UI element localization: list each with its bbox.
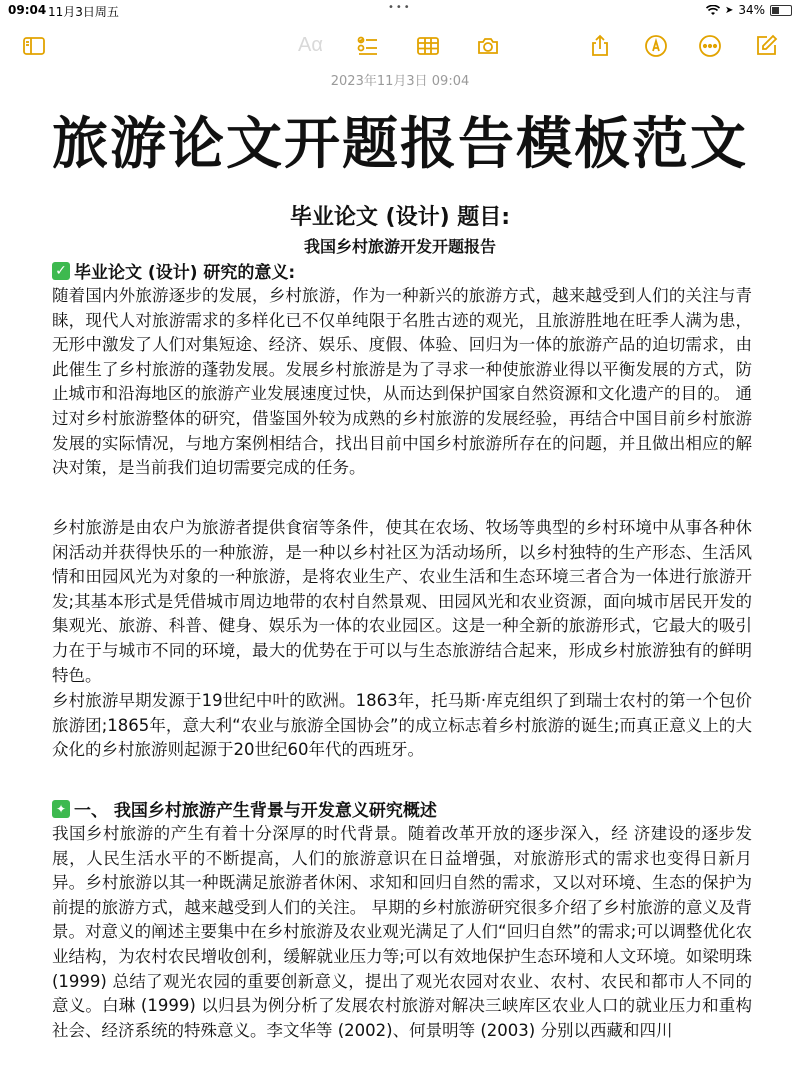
- paragraph-background[interactable]: 我国乡村旅游的产生有着十分深厚的时代背景。随着改革开放的逐步深入，经 济建设的逐步发展，人民生活水平的不断提高，人们的旅游意识在日益增强，对旅游形式的需求也变得日新月异。乡村旅游以其一种既满足旅游者休闲、求知和回归自然的需求，又以对环境、生态的保护为前提的旅游方式，越来越受到人们的关注。 早期的乡村旅游研究很多介绍了乡村旅游的意义及背景。对意义的阐述主要集中在乡村旅游及农业观光满足了人们“回归自然”的需求;可以调整优化农业结构，为农村农民增收创利，缓解就业压力等;可以有效地保护生态环境和人文环境。如梁明珠 (1999) 总结了观光农园的重要创新意义，提出了观光农园对农业、农村、农民和都市人不同的意义。白琳 (1999) 以归县为例分析了发展农村旅游对解决三峡库区农业人口的就业压力和重构社会、经济系统的特殊意义。李文华等 (2002)、何景明等 (2003) 分别以西藏和四川: [52, 824, 752, 1040]
- section-background-label: 一、 我国乡村旅游产生背景与开发意义研究概述: [74, 801, 437, 821]
- thesis-title-heading[interactable]: 毕业论文 (设计) 题目:: [289, 205, 511, 230]
- paragraph-significance[interactable]: 随着国内外旅游逐步的发展，乡村旅游，作为一种新兴的旅游方式，越来越受到人们的关注与青睐，现代人对旅游需求的多样化已不仅单纯限于名胜古迹的观光，且旅游胜地在旺季人满为患，无形中激发了人们对集短途、经济、娱乐、度假、体验、回归为一体的旅游产品的迫切需求，由此催生了乡村旅游的蓬勃发展。发展乡村旅游是为了寻求一种使旅游业得以平衡发展的方式，防止城市和沿海地区的旅游产业发展速度过快，从而达到保护国家自然资源和文化遗产的目的。 通过对乡村旅游整体的研究，借鉴国外较为成熟的乡村旅游的发展经验，再结合中国目前乡村旅游发展的实际情况，与地方案例相结合，找出目前中国乡村旅游所存在的问题，并且做出相应的解决对策，是当前我们迫切需要完成的任务。: [52, 286, 752, 478]
- table-button[interactable]: [412, 30, 444, 62]
- format-button[interactable]: Aα: [298, 34, 323, 56]
- paragraph-history[interactable]: 乡村旅游早期发源于19世纪中叶的欧洲。1863年，托马斯·库克组织了到瑞士农村的第一个包价旅游团;1865年，意大利“农业与旅游全国协会”的成立标志着乡村旅游的诞生;而真正意义上的大众化的乡村旅游则起源于20世纪60年代的西班牙。: [52, 691, 752, 760]
- compose-icon: [754, 34, 778, 58]
- multitasking-dots[interactable]: •••: [388, 2, 412, 13]
- markup-button[interactable]: [640, 30, 672, 62]
- status-right: [706, 3, 792, 17]
- status-bar: [0, 0, 800, 22]
- note-timestamp: 2023年11月3日 09:04: [330, 74, 470, 89]
- table-icon: [416, 34, 440, 58]
- sidebar-toggle-button[interactable]: [18, 30, 50, 62]
- camera-button[interactable]: [472, 30, 504, 62]
- status-date: 11月3日周五: [48, 5, 119, 19]
- thesis-subtitle[interactable]: 我国乡村旅游开发开题报告: [303, 237, 496, 256]
- paragraph-definition[interactable]: 乡村旅游是由农户为旅游者提供食宿等条件，使其在农场、牧场等典型的乡村环境中从事各种休闲活动并获得快乐的一种旅游，是一种以乡村社区为活动场所，以乡村独特的生产形态、生活风情和田园风光为对象的一种旅游，是将农业生产、农业生活和生态环境三者合为一体进行旅游开发;其基本形式是凭借城市周边地带的农村自然景观、田园风光和农业资源，面向城市居民开发的集观光、旅游、科普、健身、娱乐为一体的农业园区。这是一种全新的旅游形式，它最大的吸引力在于与城市不同的环境，最大的优势在于可以与生态旅游结合起来，形成乡村旅游独有的鲜明特色。: [52, 518, 752, 685]
- compose-button[interactable]: [750, 30, 782, 62]
- checklist-icon: [356, 34, 380, 58]
- camera-icon: [476, 34, 500, 58]
- status-time: 09:04: [8, 3, 47, 17]
- section-significance-heading[interactable]: [52, 258, 295, 283]
- more-button[interactable]: [694, 30, 726, 62]
- location-icon: ➤: [724, 4, 734, 16]
- share-button[interactable]: [584, 30, 616, 62]
- wifi-icon: [706, 5, 720, 16]
- share-icon: [588, 34, 612, 58]
- section-background-heading[interactable]: [52, 796, 437, 821]
- sparkle-icon: ✦: [52, 800, 70, 818]
- notes-toolbar: [0, 24, 800, 68]
- markup-icon: [644, 34, 668, 58]
- check-mark-icon: ✓: [52, 262, 70, 280]
- note-title[interactable]: 旅游论文开题报告模板范文: [52, 112, 748, 177]
- battery-percent: 34%: [738, 3, 765, 17]
- section-significance-label: 毕业论文 (设计) 研究的意义:: [74, 263, 296, 283]
- checklist-button[interactable]: [352, 30, 384, 62]
- sidebar-icon: [22, 34, 46, 58]
- battery-icon: [770, 5, 792, 16]
- more-icon: [698, 34, 722, 58]
